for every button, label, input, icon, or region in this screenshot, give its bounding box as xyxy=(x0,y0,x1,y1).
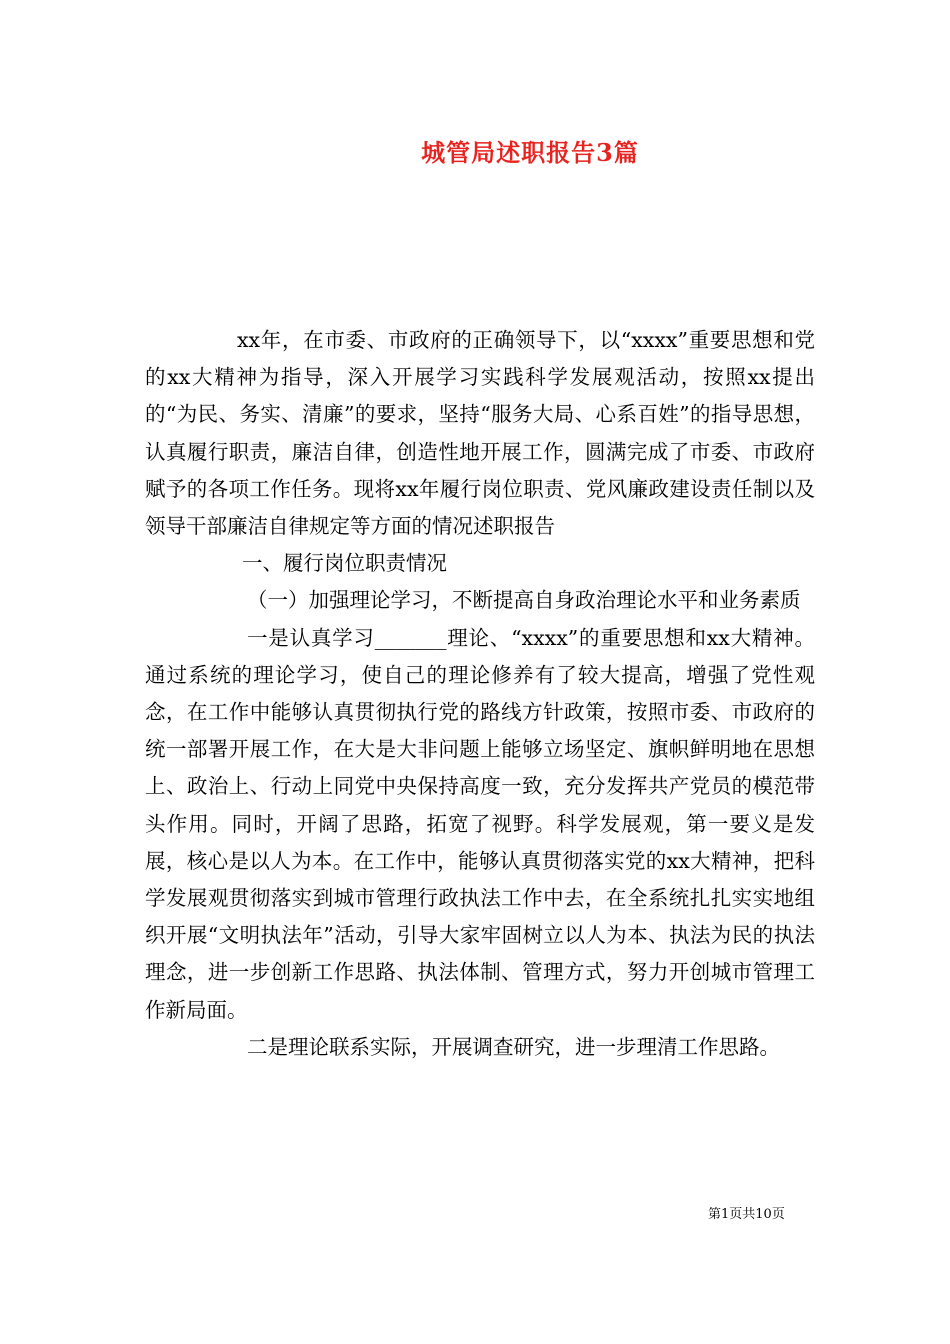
subsection-heading: （一）加强理论学习，不断提高自身政治理论水平和业务素质 xyxy=(247,588,801,613)
page-number: 第1页共10页 xyxy=(708,1207,785,1222)
document-body xyxy=(145,322,815,1066)
document-title: 城管局述职报告3篇 xyxy=(421,138,639,167)
intro-paragraph: xx年，在市委、市政府的正确领导下，以“xxxx”重要思想和党的xx大精神为指导，深入开展学习实践科学发展观活动，按照xx提出的“为民、务实、清廉”的要求，坚持“服务大局、心系百姓”的指导思想，认真履行职责，廉洁自律，创造性地开展工作，圆满完成了市委、市政府赋予的各项工作任务。现将xx年履行岗位职责、党风廉政建设责任制以及领导干部廉洁自律规定等方面的情况述职报告 xyxy=(145,328,815,539)
body-paragraph: 二是理论联系实际，开展调查研究，进一步理清工作思路。 xyxy=(247,1034,780,1059)
body-paragraph: 一是认真学习_______理论、“xxxx”的重要思想和xx大精神。通过系统的理论学习，使自己的理论修养有了较大提高，增强了党性观念，在工作中能够认真贯彻执行党的路线方针政策，按照市委、市政府的统一部署开展工作，在大是大非问题上能够立场坚定、旗帜鲜明地在思想上、政治上、行动上同党中央保持高度一致，充分发挥共产党员的模范带头作用。同时，开阔了思路，拓宽了视野。科学发展观，第一要义是发展，核心是以人为本。在工作中，能够认真贯彻落实党的xx大精神，把科学发展观贯彻落实到城市管理行政执法工作中去，在全系统扎扎实实地组织开展“文明执法年”活动，引导大家牢固树立以人为本、执法为民的执法理念，进一步创新工作思路、执法体制、管理方式，努力开创城市管理工作新局面。 xyxy=(145,625,815,1022)
section-heading: 一、履行岗位职责情况 xyxy=(242,551,447,576)
